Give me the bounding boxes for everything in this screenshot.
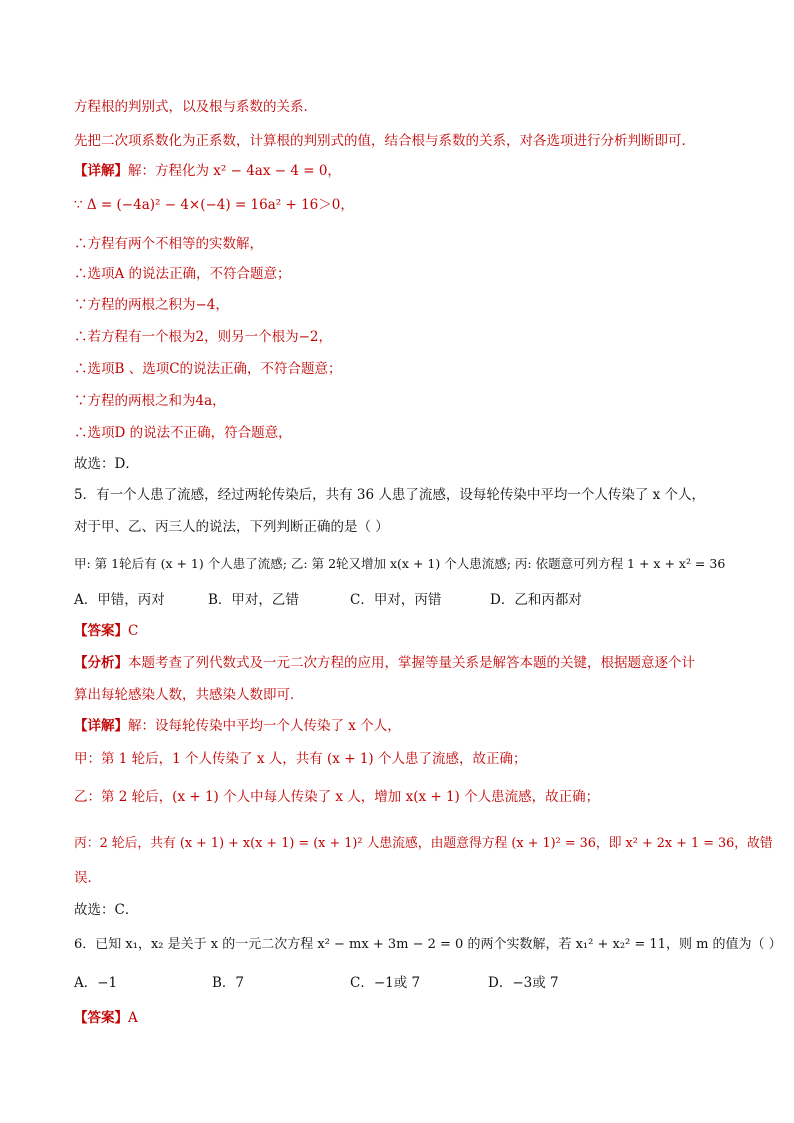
detail-line: 乙：第 2 轮后，(x + 1) 个人中每人传染了 x 人，增加 x(x + 1) 个人患流感，故正确； xyxy=(74,789,600,805)
text-line: 方程根的判别式，以及根与系数的关系． xyxy=(74,99,317,115)
analysis-text: 本题考查了列代数式及一元二次方程的应用，掌握等量关系是解答本题的关键，根据题意逐个计 xyxy=(128,655,695,671)
choose-line: 故选：D． xyxy=(74,456,139,472)
answer-value: A xyxy=(128,1010,138,1026)
formula-line: ∵ Δ = (−4a)² − 4×(−4) = 16a² + 16＞0， xyxy=(74,197,354,213)
detail-text: 解：设每轮传染中平均一个人传染了 x 个人， xyxy=(128,718,401,734)
detail-text: 解：方程化为 x² − 4ax − 4 = 0， xyxy=(128,163,341,179)
analysis-tag: 【分析】 xyxy=(74,655,128,671)
answer-value: C xyxy=(128,623,139,639)
option-d: D．乙和丙都对 xyxy=(490,592,582,608)
option-a: A．−1 xyxy=(74,975,118,991)
text-line: ∴方程有两个不相等的实数解， xyxy=(74,236,263,252)
option-c: C．甲对，丙错 xyxy=(350,592,442,608)
option-b: B．7 xyxy=(212,975,245,991)
question-5-statements: 甲: 第 1轮后有 (x + 1) 个人患了流感; 乙: 第 2轮又增加 x(x + 1) 个人患流感; 丙: 依题意可列方程 1 + x + x² = 36 xyxy=(74,556,726,571)
option-c: C．−1或 7 xyxy=(350,975,421,991)
option-d: D．−3或 7 xyxy=(488,975,559,991)
detail-line: 丙：2 轮后，共有 (x + 1) + x(x + 1) = (x + 1)² 人患流感，由题意得方程 (x + 1)² = 36，即 x² + 2x + 1 = 36，故错 xyxy=(74,836,773,851)
detail-line: 甲：第 1 轮后，1 个人传染了 x 人，共有 (x + 1) 个人患了流感，故正确； xyxy=(74,751,527,767)
question-6-stem: 6．已知 x₁，x₂ 是关于 x 的一元二次方程 x² − mx + 3m − 2 = 0 的两个实数解，若 x₁² + x₂² = 11，则 m 的值为（ ） xyxy=(74,937,782,952)
answer-tag: 【答案】 xyxy=(74,623,128,639)
text-line: 先把二次项系数化为正系数，计算根的判别式的值，结合根与系数的关系，对各选项进行分析判断即可． xyxy=(74,133,695,149)
answer-line xyxy=(74,1008,138,1028)
option-a: A．甲错，丙对 xyxy=(74,592,165,608)
answer-line xyxy=(74,621,138,641)
text-line: ∴选项A 的说法正确，不符合题意； xyxy=(74,266,291,282)
option-b: B．甲对，乙错 xyxy=(208,592,299,608)
analysis-line: 算出每轮感染人数，共感染人数即可． xyxy=(74,687,304,703)
detail-line xyxy=(74,716,401,736)
text-line: ∴若方程有一个根为2，则另一个根为−2， xyxy=(74,329,332,345)
analysis-line xyxy=(74,653,695,673)
detail-line: 误． xyxy=(74,870,101,886)
detail-tag: 【详解】 xyxy=(74,163,128,179)
detail-tag: 【详解】 xyxy=(74,718,128,734)
question-5-options xyxy=(74,590,734,610)
answer-tag: 【答案】 xyxy=(74,1010,128,1026)
text-line: ∴选项D 的说法不正确，符合题意， xyxy=(74,425,292,441)
question-5-stem: 对于甲、乙、丙三人的说法，下列判断正确的是（ ） xyxy=(74,519,389,535)
question-5-stem: 5．有一个人患了流感，经过两轮传染后，共有 36 人患了流感，设每轮传染中平均一个人传染了 x 个人， xyxy=(74,487,706,503)
text-line: ∵方程的两根之和为4a， xyxy=(74,393,226,409)
detail-line xyxy=(74,161,341,181)
text-line: ∴选项B 、选项C的说法正确，不符合题意； xyxy=(74,361,342,377)
question-6-options xyxy=(74,973,734,993)
text-line: ∵方程的两根之积为−4， xyxy=(74,297,229,313)
choose-line: 故选：C． xyxy=(74,902,139,918)
